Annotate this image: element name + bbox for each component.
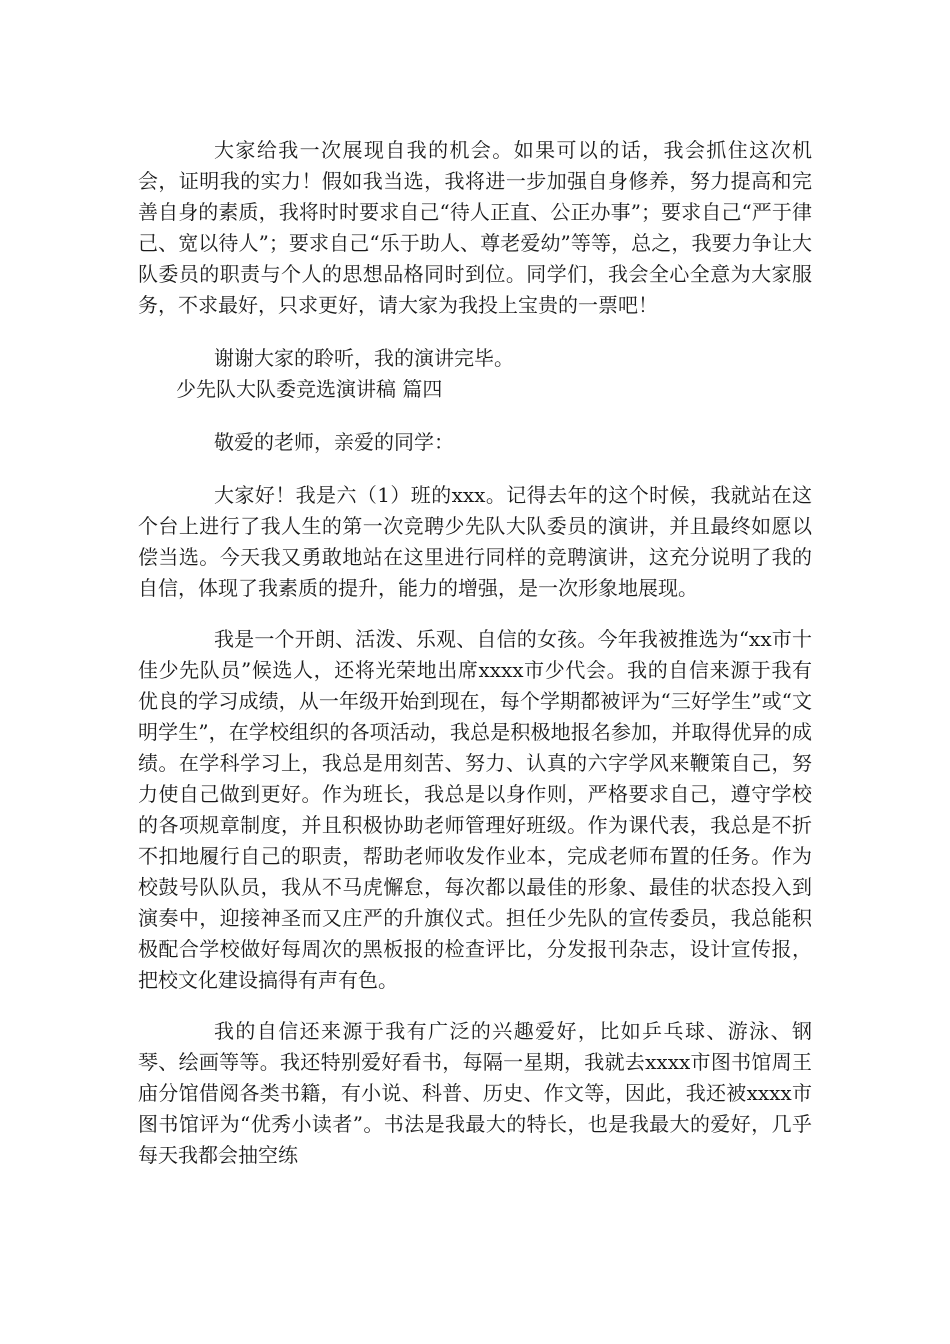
paragraph-thanks: 谢谢大家的聆听，我的演讲完毕。 (214, 346, 514, 370)
paragraph-opportunity: 大家给我一次展现自我的机会。如果可以的话，我会抓住这次机会，证明我的实力！假如我当选，我将进一步加强自身修养，努力提高和完善自身的素质，我将时时要求自己“待人正直、公正办事”；要求自己“严于律己、宽以待人”；要求自己“乐于助人、尊老爱幼”等等，总之，我要力争让大队委员的职责与个人的思想品格同时到位。同学们，我会全心全意为大家服务，不求最好，只求更好，请大家为我投上宝贵的一票吧！ (138, 138, 812, 317)
document-body (138, 135, 812, 1171)
paragraph-hobbies: 我的自信还来源于我有广泛的兴趣爱好，比如乒乓球、游泳、钢琴、绘画等等。我还特别爱好看书，每隔一星期，我就去xxxx市图书馆周王庙分馆借阅各类书籍，有小说、科普、历史、作文等，因此，我还被xxxx市图书馆评为“优秀小读者”。书法是我最大的特长，也是我最大的爱好，几乎每天我都会抽空练 (138, 1019, 812, 1167)
section-title: 少先队大队委竞选演讲稿 篇四 (176, 377, 443, 401)
paragraph-introduction: 大家好！我是六（1）班的xxx。记得去年的这个时候，我就站在这个台上进行了我人生的第一次竞聘少先队大队委员的演讲，并且最终如愿以偿当选。今天我又勇敢地站在这里进行同样的竞聘演讲，这充分说明了我的自信，体现了我素质的提升，能力的增强，是一次形象地展现。 (138, 483, 812, 600)
paragraph-confidence: 我是一个开朗、活泼、乐观、自信的女孩。今年我被推选为“xx市十佳少先队员”候选人，还将光荣地出席xxxx市少代会。我的自信来源于我有优良的学习成绩，从一年级开始到现在，每个学期都被评为“三好学生”或“文明学生”，在学校组织的各项活动，我总是积极地报名参加，并取得优异的成绩。在学科学习上，我总是用刻苦、努力、认真的六字学风来鞭策自己，努力使自己做到更好。作为班长，我总是以身作则，严格要求自己，遵守学校的各项规章制度，并且积极协助老师管理好班级。作为课代表，我总是不折不扣地履行自己的职责，帮助老师收发作业本，完成老师布置的任务。作为校鼓号队队员，我从不马虎懈怠，每次都以最佳的形象、最佳的状态投入到演奏中，迎接神圣而又庄严的升旗仪式。担任少先队的宣传委员，我总能积极配合学校做好每周次的黑板报的检查评比，分发报刊杂志，设计宣传报，把校文化建设搞得有声有色。 (138, 627, 812, 992)
greeting: 敬爱的老师，亲爱的同学： (214, 430, 454, 454)
